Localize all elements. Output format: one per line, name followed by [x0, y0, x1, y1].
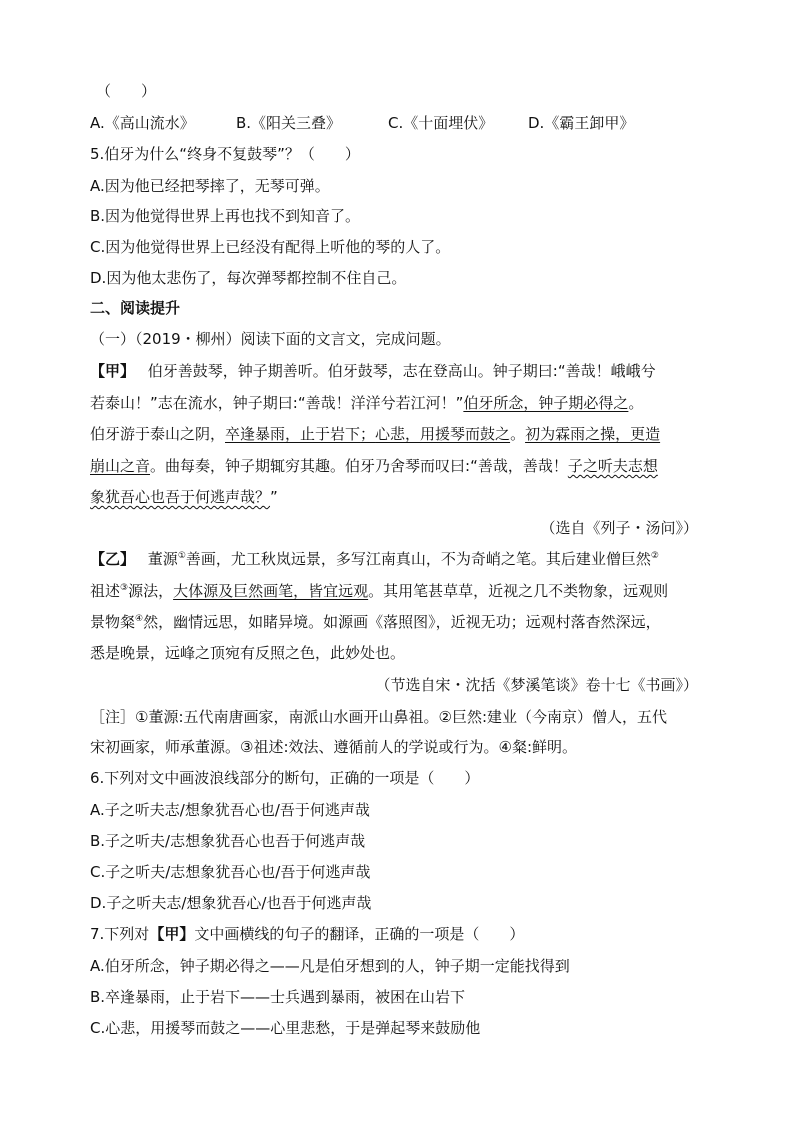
q6-option-d: D.子之听夫志/想象犹吾心/也吾于何逃声哉: [90, 894, 372, 912]
underlined-sentence: 卒逢暴雨，止于岩下: [225, 425, 361, 443]
q4-option-d: D.《霸王卸甲》: [528, 114, 635, 132]
underlined-sentence: 初为霖雨之操，更造: [525, 425, 661, 443]
footnote-marker: ③: [120, 583, 129, 593]
yi-line-3: [90, 611, 720, 633]
q6-option-c: C.子之听夫/志想象犹吾心也/吾于何逃声哉: [90, 863, 371, 881]
q7-option-c: C.心悲，用援琴而鼓之——心里悲愁，于是弹起琴来鼓励他: [90, 1019, 481, 1037]
yi-text: 祖述: [90, 582, 121, 600]
underlined-sentence: 伯牙所念，钟子期必得之: [463, 394, 629, 412]
q7-option-a: A.伯牙所念，钟子期必得之——凡是伯牙想到的人，钟子期一定能找得到: [90, 957, 570, 975]
jia-text: ”: [270, 488, 278, 506]
note-line-1: ［注］①董源:五代南唐画家，南派山水画开山鼻祖。②巨然:建业（今南京）僧人，五代: [90, 708, 668, 726]
jia-text: 伯牙善鼓琴，钟子期善听。伯牙鼓琴，志在登高山。钟子期曰:“善哉！峨峨兮: [147, 362, 656, 380]
yi-text: 景物粲: [90, 613, 136, 631]
yi-line-2: [90, 580, 720, 602]
yi-source: （节选自宋・沈括《梦溪笔谈》卷十七《书画》）: [375, 676, 698, 694]
jia-text: 伯牙游于泰山之阴，: [90, 425, 226, 443]
jia-tag: 【甲】: [90, 362, 136, 380]
jia-text: 。: [628, 394, 644, 412]
section-heading: 二、阅读提升: [90, 299, 181, 317]
q7-stem-text: 文中画横线的句子的翻译，正确的一项是（ ）: [194, 925, 525, 943]
jia-line-2: [90, 392, 720, 414]
q4-option-a: A.《高山流水》: [90, 114, 195, 132]
footnote-marker: ①: [177, 551, 186, 561]
footnote-marker: ②: [650, 551, 659, 561]
jia-text: 若泰山！”志在流水，钟子期曰:“善哉！洋洋兮若江河！”: [90, 394, 464, 412]
yi-line-1: [90, 548, 720, 570]
q5-option-a: A.因为他已经把琴摔了，无琴可弹。: [90, 177, 330, 195]
yi-text: 源法，: [128, 582, 174, 600]
yi-line-4: 悉是晚景，远峰之顶宛有反照之色，此妙处也。: [90, 644, 406, 662]
wavy-underlined-text: 子之听夫志想: [567, 457, 658, 475]
yi-text: 然，幽情远思，如睹异境。如源画《落照图》，近视无功；远观村落杳然深远，: [143, 613, 661, 631]
yi-text: 善画，尤工秋岚远景，多写江南真山，不为奇峭之笔。其后建业僧巨然: [185, 550, 651, 568]
jia-source: （选自《列子・汤问》）: [540, 519, 698, 537]
q7-stem-text: 7.下列对: [90, 925, 150, 943]
jia-text: 。: [510, 425, 526, 443]
q5-option-b: B.因为他觉得世界上再也找不到知音了。: [90, 207, 361, 225]
yi-text: 。其用笔甚草草，近视之几不类物象，远观则: [368, 582, 669, 600]
underlined-sentence: 心悲，用援琴而鼓之: [375, 425, 511, 443]
q5-option-c: C.因为他觉得世界上已经没有配得上听他的琴的人了。: [90, 238, 451, 256]
wavy-underlined-text: 象犹吾心也吾于何逃声哉？: [90, 488, 271, 506]
jia-line-5: [90, 486, 720, 508]
q6-stem: 6.下列对文中画波浪线部分的断句，正确的一项是（ ）: [90, 769, 480, 787]
jia-line-3: [90, 423, 720, 445]
underlined-sentence: 大体源及巨然画笔，皆宜远观: [173, 582, 369, 600]
q7-option-b: B.卒逢暴雨，止于岩下——士兵遇到暴雨，被困在山岩下: [90, 988, 466, 1006]
jia-text: ；: [360, 425, 376, 443]
q4-option-c: C.《十面埋伏》: [388, 114, 494, 132]
q5-option-d: D.因为他太悲伤了，每次弹琴都控制不住自己。: [90, 269, 407, 287]
q5-stem: 5.伯牙为什么“终身不复鼓琴”？（ ）: [90, 145, 360, 163]
yi-tag: 【乙】: [90, 550, 136, 568]
q4-option-b: B.《阳关三叠》: [236, 114, 342, 132]
q4-options: [90, 112, 720, 134]
note-line-2: 宋初画家，师承董源。③祖述:效法、遵循前人的学说或行为。④粲:鲜明。: [90, 738, 578, 756]
q4-answer-paren: （ ）: [96, 82, 157, 100]
q7-stem-tag: 【甲】: [149, 925, 195, 943]
underlined-sentence: 崩山之音: [90, 457, 151, 475]
jia-text: 。曲每奏，钟子期辄穷其趣。伯牙乃舍琴而叹曰:“善哉，善哉！: [150, 457, 568, 475]
q7-stem: [90, 923, 720, 945]
q6-option-b: B.子之听夫/志想象犹吾心也吾于何逃声哉: [90, 832, 366, 850]
q6-option-a: A.子之听夫志/想象犹吾心也/吾于何逃声哉: [90, 801, 370, 819]
jia-line-1: [90, 360, 720, 382]
jia-line-4: [90, 455, 720, 477]
yi-text: 董源: [147, 550, 178, 568]
footnote-marker: ④: [135, 614, 144, 624]
section-intro: （一）（2019・柳州）阅读下面的文言文，完成问题。: [90, 330, 451, 348]
